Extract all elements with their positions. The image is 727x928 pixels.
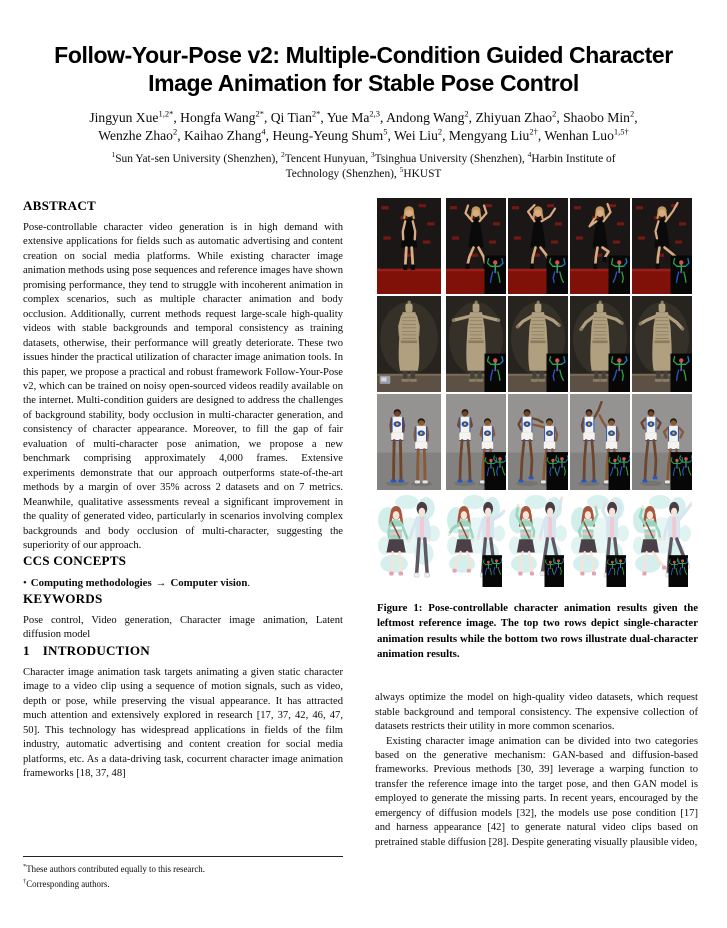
paper-title-line1: Follow-Your-Pose v2: Multiple-Condition Guided Character: [54, 42, 673, 68]
affiliation-name: Tsinghua University (Shenzhen),: [374, 153, 528, 165]
right-column: [375, 198, 698, 890]
author-name: Heung-Yeung Shum: [272, 128, 384, 143]
author-affiliation-sup: 2: [629, 108, 635, 119]
paper-title-line2: Image Animation for Stable Pose Control: [148, 70, 579, 96]
footnote-marker-asterisk: *: [23, 863, 27, 871]
author-name: Wenzhe Zhao: [98, 128, 173, 143]
author-name: Hongfa Wang: [180, 110, 256, 125]
ccs-heading: CCS CONCEPTS: [23, 553, 127, 569]
intro-continuation-paragraph: always optimize the model on high-quality video datasets, which request stable background and temporal consistency. The expensive collection of datasets restricts their utility in more common scenarios.: [375, 692, 698, 733]
two-column-body: [23, 198, 704, 890]
affiliation-name: Tencent Hunyuan,: [284, 153, 371, 165]
footnote-rule: [23, 856, 343, 857]
intro-second-paragraph: Existing character image animation can be divided into two categories based on the generative mechanism: GAN-based and diffusion-based frameworks. Previous methods [30, 39] leverage a warping function to transfer the reference image into the target pose, and then GAN model is employed to generate the missing parts. In recent years, encouraged by the emergency of diffusion models [32], the models use pose condition [17] and harness appearance [42] to generate natural video clips based on pretrained stable diffusion [28]. Despite generating visually plausible video,: [375, 735, 698, 848]
ccs-bullet: •: [23, 577, 27, 590]
footnote-equal-contribution: [23, 861, 343, 875]
reference-image: [377, 394, 441, 490]
author-name: Yue Ma: [326, 110, 370, 125]
reference-image: [377, 198, 441, 294]
keywords-heading: KEYWORDS: [23, 590, 103, 606]
generated-frame: [446, 492, 506, 588]
figure-1: [377, 198, 698, 662]
generated-frame: [570, 296, 630, 392]
author-affiliation-sup: 1,5†: [613, 126, 629, 137]
ccs-subcategory: Computer vision: [170, 577, 248, 590]
generated-frame: [632, 492, 692, 588]
author-affiliation-sup: 5: [383, 126, 388, 137]
reference-image: [377, 492, 441, 588]
figure-row-anime: [377, 492, 698, 588]
author-name: Andong Wang: [386, 110, 465, 125]
author-name: Wei Liu: [394, 128, 438, 143]
footnote-marker-dagger: †: [23, 877, 27, 885]
author-affiliation-sup: 2*: [255, 108, 264, 119]
ccs-concepts-line: [23, 576, 343, 590]
generated-frame: [446, 296, 506, 392]
figure-grid: [377, 198, 698, 588]
author-affiliation-sup: 2,3: [369, 108, 381, 119]
generated-frame: [508, 296, 568, 392]
introduction-paragraph: Character image animation task targets animating a given static character image to a video clip using a sequence of motion signals, such as video, depth or pose, while preserving the visual appearance. It has attracted much attention and extensively explored in research [17, 37, 42, 46, 47, 50]. This technology has widespread applications in fields of the film industry, automatic advertising and content creation for social media platforms, etc. As a data-driving task, cocurrent character image animation frameworks [18, 37, 48]: [23, 666, 343, 779]
footnote-corresponding: [23, 876, 343, 890]
figure-row-red-carpet: [377, 198, 698, 294]
generated-frame: [632, 198, 692, 294]
author-affiliation-sup: 1,2*: [158, 108, 174, 119]
generated-frame: [570, 394, 630, 490]
footnote-text: Corresponding authors.: [26, 878, 110, 889]
figure-row-basketball: [377, 394, 698, 490]
abstract-heading: ABSTRACT: [23, 198, 96, 213]
abstract-text: Pose-controllable character video generation is in high demand with extensive applications for fields such as automatic advertising and content creation on social media platforms. While existing character image animation methods using pose sequences and reference images have shown promising performance, they tend to struggle with incoherent animation in complex scenarios, such as multiple character animation and body occlusion. Additionally, current methods request large-scale high-quality videos with stable backgrounds and temporal consistency as training datasets, otherwise, their performance will greatly deteriorate. These two issues hinder the practical utilization of character image animation tools. In this paper, we propose a practical and robust framework Follow-Your-Pose v2, which can be trained on noisy open-sourced videos readily available on the internet. Multi-condition guiders are designed to address the challenges of background stability, body occlusion in multi-character generation, and consistency of character appearance. Moreover, to fill the gap of fair evaluation of multi-character pose animation, we propose a new benchmark comprising approximately 4,000 frames. Extensive experiments demonstrate that our approach outperforms state-of-the-art methods by a margin of over 35% across 2 datasets and on 7 metrics. Meanwhile, qualitative assessments reveal a significant improvement in the quality of generated video, particularly in scenarios involving complex backgrounds and body occlusion of multi-character, suggesting the superiority of our approach.: [23, 222, 343, 551]
author-list: [0, 109, 727, 145]
affiliation-name: Sun Yat-sen University (Shenzhen),: [115, 153, 281, 165]
author-name: Qi Tian: [270, 110, 312, 125]
generated-frame: [632, 296, 692, 392]
generated-frame: [570, 492, 630, 588]
author-affiliation-sup: 2†: [529, 126, 538, 137]
author-line-2: Wenzhe Zhao$^2$, Kaihao Zhang$^4$, Heung-Yeung Shum$^5$, Wei Liu$^2$, Mengyang Liu$^{2\dagger}$, Wenhan Luo$^{1,5\dagger}$: [98, 126, 629, 143]
generated-frame: [508, 492, 568, 588]
figure-caption: Figure 1: Pose-controllable character animation results given the leftmost reference image. The top two rows depict single-character animation results while the bottom two rows illustrate dual-character animation results.: [377, 602, 698, 660]
generated-frame: [508, 394, 568, 490]
author-name: Wenhan Luo: [544, 128, 614, 143]
affiliation-name: Harbin Institute of Technology (Shenzhen),: [285, 153, 616, 180]
author-affiliation-sup: 4: [261, 126, 266, 137]
section-title: INTRODUCTION: [42, 642, 150, 658]
affiliation-name: HKUST: [403, 167, 442, 180]
footnote-text: These authors contributed equally to this research.: [26, 864, 205, 875]
reference-image: [377, 296, 441, 392]
affiliations: [111, 152, 616, 181]
author-name: Shaobo Min: [563, 110, 630, 125]
author-name: Kaihao Zhang: [184, 128, 262, 143]
affiliation-sup: 5: [399, 164, 404, 174]
ccs-period: .: [247, 577, 251, 590]
footnote-block: [23, 856, 343, 890]
author-affiliation-sup: 2*: [311, 108, 321, 119]
author-affiliation-sup: 2: [552, 108, 557, 119]
author-affiliation-sup: 2: [464, 108, 469, 119]
author-affiliation-sup: 2: [172, 126, 178, 137]
introduction-heading: [23, 643, 343, 659]
generated-frame: [446, 394, 506, 490]
author-affiliation-sup: 2: [437, 126, 443, 137]
affiliation-sup: 4: [527, 150, 532, 160]
author-name: Mengyang Liu: [448, 128, 530, 143]
generated-frame: [570, 198, 630, 294]
generated-frame: [508, 198, 568, 294]
section-number: 1: [23, 642, 30, 658]
author-line-1: Jingyun Xue$^{1,2*}$, Hongfa Wang$^{2*}$, Qi Tian$^{2*}$, Yue Ma$^{2,3}$, Andong Wang$^2$, Zhiyuan Zhao$^2$, Shaobo Min$^2$,: [89, 108, 638, 125]
affiliation-sup: 2: [280, 150, 285, 160]
affiliation-sup: 3: [370, 150, 375, 160]
author-name: Zhiyuan Zhao: [475, 110, 553, 125]
left-column: [23, 198, 343, 890]
paper-title: [0, 0, 727, 97]
affiliation-sup: 1: [111, 150, 116, 160]
figure-row-terracotta: [377, 296, 698, 392]
generated-frame: [632, 394, 692, 490]
author-name: Jingyun Xue: [89, 110, 159, 125]
generated-frame: [446, 198, 506, 294]
ccs-arrow: →: [155, 577, 167, 590]
keywords-text: Pose control, Video generation, Character image animation, Latent diffusion model: [23, 614, 343, 641]
ccs-category: Computing methodologies: [30, 577, 152, 590]
